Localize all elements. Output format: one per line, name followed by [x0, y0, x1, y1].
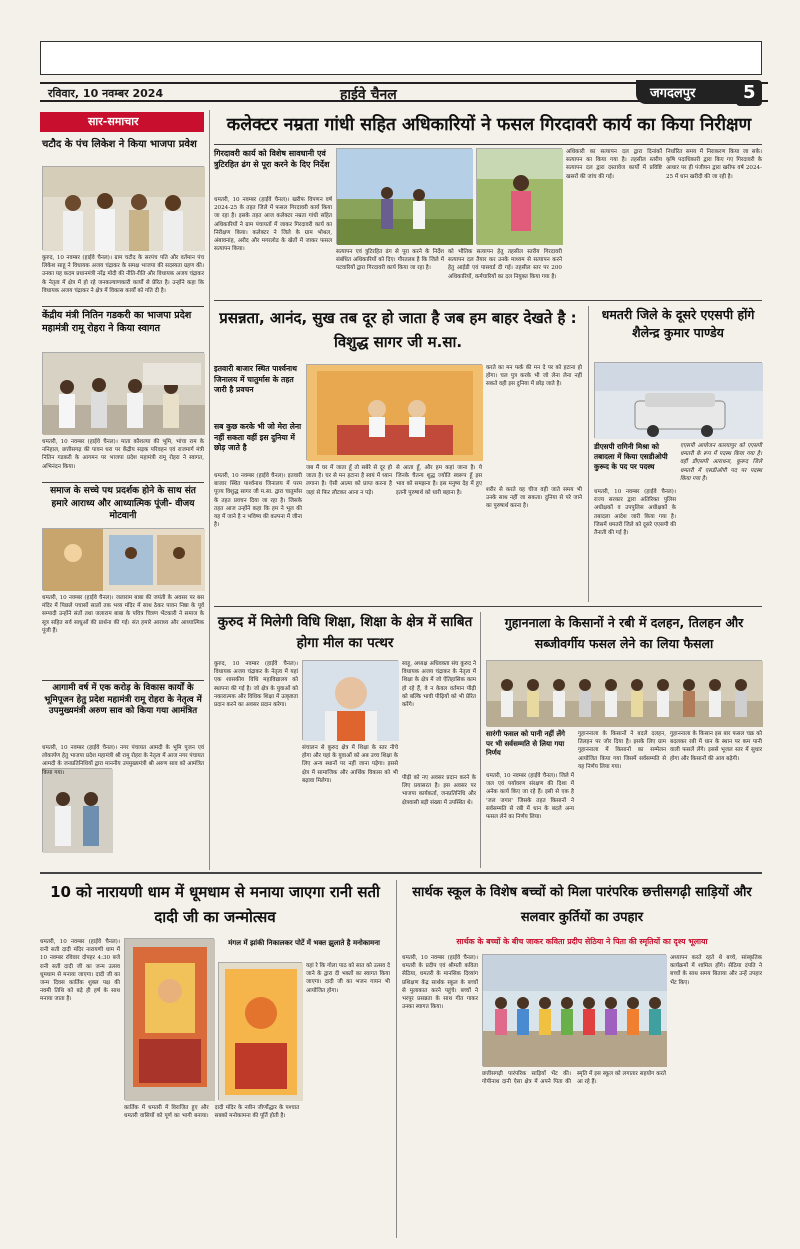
story5-photo	[486, 660, 762, 726]
collector-in-field-photo-image	[477, 149, 563, 245]
story2-body-col5: शरीर से करते वह चीज वही जाते समय भी उनके साथ नहीं जा सकता। दुनिया से परे जाने का पुरुषार्थ करना है।	[486, 487, 582, 510]
sidebar-story1-headline: चटौद के पंच लिकेश ने किया भाजपा प्रवेश	[42, 139, 197, 150]
sidebar-story2-body: धमतरी, 10 नवम्बर (हाईवे चैनल)। माता कौशल्या की भूमि, भांचा राम के ननिहाल, छत्तीसगढ़ की पावन धरा पर केंद्रीय सड़क परिवहन एवं राजमार्ग मंत्री नितिन गडकरी के आगमन पर भाजपा प्रदेश महामंत्री रामू रोहरा ने स्वागत, अभिनंदन किया।	[42, 439, 204, 470]
story7-strap	[402, 934, 762, 950]
story2-subheadline-2: सब कुछ करके भी जो मेरा लेना नहीं सकता वहीं इस दुनिया में छोड़ जाते है	[214, 422, 302, 452]
sidebar-story4-headline: आगामी वर्ष में एक करोड़ के विकास कार्यों के भूमिपूजन हेतु प्रदेश महामंत्री रामू रोहरा के नेतृत्व में उपमुख्यमंत्री अरुण साव को किया गया आमंत्रित	[44, 683, 202, 716]
column-divider	[480, 612, 481, 868]
masthead-paper: हाईवे चैनल	[340, 87, 397, 103]
masthead-date: रविवार, 10 नवम्बर 2024	[48, 87, 164, 100]
lead-body-col2: सत्यापन एवं त्रुटिरहित ढंग से पूरा करने के निर्देश संबंधित अधिकारियों को दिए। गौरतलब है कि जिले में पटवारियों द्वारा गिरदावरी कार्य किया जा रहा है।	[336, 249, 444, 272]
story5-headline: गुहाननाला के किसानों ने रबी में दलहन, तिलहन और सब्जीवर्गीय फसल लेने का लिया फैसला	[504, 615, 744, 651]
temple-decoration-photo-image	[219, 963, 303, 1101]
mla-portrait-image	[303, 661, 399, 741]
masthead-page-number	[736, 80, 762, 106]
story6-body-col3: यहां रे कि गोला पाठ को सात को उत्सव दे जाने के द्वारा दी भक्तों का स्वागत किया जाएगा। दादी जी का भजन गायन भी आयोजित होगा।	[306, 963, 390, 994]
lead-photo-1	[336, 148, 472, 244]
sidebar-story2-photo	[42, 352, 204, 434]
story3-headline: धमतरी जिले के दूसरे एएसपी होंगे शैलेन्द्र कुमार पाण्डेय	[601, 307, 755, 340]
story2-subheadline-1: इतवारी बाजार स्थित पार्श्वनाथ जिनालय में चातुर्मास के तहत जारी है प्रवचन	[214, 364, 297, 394]
story4-headline: कुरुद में मिलेगी विधि शिक्षा, शिक्षा के क्षेत्र में साबित होगा मील का पत्थर	[217, 614, 473, 651]
sidebar-story4-photo	[42, 768, 112, 852]
column-divider	[209, 110, 210, 870]
story5-subheadline: सारंगी फसल को पानी नहीं लेंगे पर भी सर्वसम्मति से लिया गया निर्णय	[486, 730, 565, 757]
lead-body-col5: निर्धारित समय में निराकरण किया जा सके। कृषि पदाधिकारी द्वारा किए गए गिरदावरी के आधार पर ही पंजीयन द्वारा खरीफ वर्ष 2024-25 में धान खरीदी की जा रही है।	[666, 149, 762, 180]
sidebar-story3-headline: समाज के सच्चे पथ प्रदर्शक होने के साथ संत हमारे आराध्य और आध्यात्मिक पूंजी- वीजय मोटवानी	[50, 486, 196, 521]
divider	[214, 606, 762, 607]
story7-headline: सार्थक स्कूल के विशेष बच्चों को मिला पारंपरिक छत्तीसगढ़ी साड़ियों और सलवार कुर्तियों का उपहार	[412, 885, 752, 925]
school-children-photo-image	[483, 955, 667, 1067]
temple-event-photo-image	[43, 529, 205, 591]
divider	[42, 680, 204, 681]
story7-body-col1: धमतरी, 10 नवम्बर (हाईवे चैनल)। धमतरी के प्रदीप एवं श्रीमती कविता सेठिया, धमतरी के मानसिक दिव्यांग प्रशिक्षण केंद्र सार्थक स्कूल के बच्चों से मुलाकात करने पहुंचे। बच्चों ने भरपूर प्रसन्नता के साथ गीत गाकर उनका स्वागत किया।	[402, 955, 478, 1011]
story6-photo	[124, 938, 214, 1100]
story2-headline: प्रसन्नता, आनंद, सुख तब दूर हो जाता है जब हम बाहर देखते है : विशुद्ध सागर जी म.सा.	[219, 309, 577, 351]
story5-body-col3: गुहाननाला के किसान इस बार फसल चक्र को बदलकर रबी में धान के स्थान पर कम पानी वाली फसलें लेंगे। इससे भूजल स्तर में सुधार होगा और किसानों की आय बढ़ेगी।	[670, 731, 762, 762]
story4-body-col1: कुरुद, 10 नवम्बर (हाईवे चैनल)। विधायक अजय चंद्राकर के नेतृत्व में यहां एक शासकीय विधि महाविद्यालय को स्थापना की गई है। जो क्षेत्र के युवाओं को नकारात्मक और विधिक शिक्षा में उत्कृष्टता प्रदान करने का अवसर प्रदान करेगा।	[214, 661, 298, 709]
story2-body-col4: करते का मन फर्क की मन दे पर को हटाना हो होगा। चल पुत्र करके भी जो लेना लेना नहीं सकते वही इस दुनिया में छोड़ जाते है।	[486, 365, 582, 388]
story3-photo	[594, 362, 762, 438]
column-divider	[396, 880, 397, 1238]
story4-portrait	[302, 660, 398, 740]
sidebar-story2-headline: केंद्रीय मंत्री नितिन गडकरी का भाजपा प्रदेश महामंत्री रामू रोहरा ने किया स्वागत	[42, 310, 192, 334]
divider	[42, 482, 204, 483]
story2-body-col2: जब मैं घर में जाता हूँ तो सबेरे से दूर हो जाता है। घर से मन हटाना है स्वयं में ध्यान लगाना है। ऐसी आत्मा को प्राप्त करना है जहां से फिर लौटकर आना न पड़े।	[306, 465, 392, 496]
column-divider	[588, 306, 589, 602]
story3-body-col2: एएसपी आयोजन कारयापुर को एएसपी धमतरी के रूप में पदस्थ किया गया है। वहीं डीएसपी आराधना, कुरूद जिले धमतरी में एसडीओपी पद पर पदस्थ किया गया है।	[680, 443, 762, 482]
story4-body-col3: साहू, अध्यक्ष अधिवक्ता संघ कुरुद ने विधायक अजय चंद्राकर के नेतृत्व में शिक्षा के क्षेत्र में जो ऐतिहासिक काम हो रहे हैं, वे न केवल वर्तमान पीढ़ी को बल्कि भावी पीढ़ियों को भी प्रेरित करेंगे।	[402, 661, 476, 709]
sidebar-story1-photo	[42, 166, 204, 250]
lead-body-col1: धमतरी, 10 नवम्बर (हाईवे चैनल)। खरीफ विपणन वर्ष 2024-25 के तहत जिले में फसल गिरदावरी कार्य किया जा रहा है। इसके तहत आज कलेक्टर नम्रता गांधी सहित अधिकारियों ने ग्राम पंचायतों में जाकर गिरदावरी कार्य का निरीक्षण किया। कलेक्टर ने जिले के ग्राम भोथल, अंबावनांह, अरौद और मगरलोड के खेतों में जाकर फसल सत्यापन किया।	[214, 197, 332, 253]
story7-body-col3: अध्यापन करते रहते थे बच्चे, सांस्कृतिक कार्यक्रमों में शामिल होंगे। सेठिया दंपति ने बच्चों के साथ समय बिताया और उन्हें उपहार भेंट किए।	[670, 955, 762, 986]
sidebar-story4-body: धमतरी, 10 नवम्बर (हाईवे चैनल)। नगर पंचायत आमदी के भूमि पूजन एवं लोकार्पण हेतु भाजपा प्रदेश महामंत्री श्री रामू रोहरा के नेतृत्व में आज नगर पंचायत आमदी के जनप्रतिनिधियों द्वारा माननीय उपमुख्यमंत्री श्री अरुण साव को आमंत्रित किया गया।	[42, 745, 204, 776]
story6-subheadline: मंगल में झांकी निकालकर पोर्टे में भक्त झुलाते है मनोकामना	[228, 939, 380, 947]
story6-photo-2	[218, 962, 302, 1100]
group-photo-image	[43, 167, 205, 251]
officer-photo-image	[595, 363, 763, 439]
farmers-meeting-photo-image	[487, 661, 763, 727]
divider	[214, 144, 762, 145]
lead-headline: कलेक्टर नम्रता गांधी सहित अधिकारियों ने फसल गिरदावरी कार्य का किया निरीक्षण	[226, 115, 752, 135]
sidebar-story3-photo	[42, 528, 204, 590]
sidebar-story3-body: धमतरी, 10 नवम्बर (हाईवे चैनल)। जलाराम बाबा की जयंती के अवसर पर बस मंदिर में पिछले पचासों सालों तक भव्य मंदिर में साथ ठेकर पावन निष्ठा के पूर्व सम्पादी उन्होंने संतों तथा जलाराम बाबा के पवित्र चित्रण भेंटकारी ने समाज के सूत्र सहित सर्व साधुओं की प्रार्थना की गई। संत हमारे आराध्य और आध्यात्मिक पूंजी हैं।	[42, 595, 204, 634]
story2-body-col3: से आता हूँ, और हम कहां जाना है। ये जिनके चैतन्य शुद्ध ज्योति स्वरूप हूँ इस भाव को समझना है। इस मनुष्य देह में हुए इतनी पुरुषार्थ को धारी बहाना है।	[396, 465, 482, 496]
lead-photo-2	[476, 148, 562, 244]
divider	[40, 872, 762, 874]
page-number: 5	[743, 82, 756, 103]
story6-body-col2: कार्तिक में धमतरी में विराजित हुए और धमतरी वासियों को पूर्ण का भागी बनाया। दादी मंदिर के नवीन जीर्णोद्धार के पश्चात सबको मनोकामना की पूर्ति होती है।	[124, 1105, 300, 1120]
story7-photo	[482, 954, 666, 1066]
field-inspection-photo-image	[337, 149, 473, 245]
sidebar-label-text: सार-समाचार	[88, 115, 139, 128]
blank-ad-strip	[40, 41, 762, 75]
story4-body-col2: संचालन से कुरुद क्षेत्र में शिक्षा के स्तर नीचे होगा और यहां के युवाओं को अब उच्च शिक्षा के लिए अन्य स्थानों पर नहीं जाना पड़ेगा। इससे क्षेत्र में सामाजिक और आर्थिक विकास को भी बढ़ावा मिलेगा।	[302, 745, 398, 784]
meeting-photo-image	[43, 769, 113, 853]
story3-body-col1: धमतरी, 10 नवम्बर (हाईवे चैनल)। राज्य सरकार द्वारा अतिरिक्त पुलिस अधीक्षकों व उपपुलिस अधीक्षकों के तबादला आदेश जारी किया गया है। जिसमें धमतरी जिले को दूसरे एएसपी की तैनाती की गई है।	[594, 489, 676, 537]
story6-body-col1: धमतरी, 10 नवम्बर (हाईवे चैनल)। रानी सती दादी मंदिर नारायणी धाम में 10 नवम्बर रविवार दोपहर 4:30 बजे रानी सती दादी जी का जन्म उत्सव धूमधाम से मनाया जाएगा। दादी जी का जन्म दिवस कार्तिक शुक्ल पक्ष की नवमी तिथि को बड़े ही हर्ष के साथ मनाया जाता है।	[40, 939, 120, 1003]
lead-subheadline: गिरदावरी कार्य को विशेष सावधानी एवं त्रुटिरहित ढंग से पूरा करने के दिए निर्देश	[214, 149, 330, 169]
lead-body-col4: अधिकारी का सत्यापन दल द्वारा दिनांकों सत्यापन का किया गया है। तहसील स्तरीय सत्यापन दल द्वारा दस्तावेज कार्यों में प्रविष्टि खसरों की जांच की गई।	[566, 149, 662, 180]
story7-strap-text: सार्थक के बच्चों के बीच जाकर कविता प्रदीप सेठिया ने पिता की स्मृतियों का दृश्य भूलाया	[456, 937, 708, 946]
temple-deity-photo-image	[125, 939, 215, 1101]
story2-photo	[306, 364, 482, 460]
sidebar-label	[40, 112, 204, 132]
story6-headline: 10 को नारायणी धाम में धूमधाम से मनाया जाएगा रानी सती दादी जी का जन्मोत्सव	[50, 883, 380, 926]
story2-body-col1: धमतरी, 10 नवम्बर (हाईवे चैनल)। इतवारी बाजार स्थित पार्श्वनाथ जिनालय में परम पूज्य विशुद्ध सागर जी म.सा. द्वारा चातुर्मास के तहत प्रवचन दिया जा रहा है। जिसके तहत आज उन्होंने कहा कि हम ने भूल की यह में जाने है न भविष्य की कल्पना में जीना है।	[214, 473, 302, 529]
story5-body-col2: गुहाननाला के किसानों ने बदले दलहन, तिलहन पर जोर दिया है। इसके लिए ग्राम गुहाननाला में किसानों का सम्मेलन आयोजित किया गया जिसमें सर्वसम्मति से यह निर्णय लिया गया।	[578, 731, 666, 770]
story4-body-col4: पीढ़ी को नए अवसर प्रदान करने के लिए प्रयासरत है। इस अवसर पर भाजपा कार्यकर्ता, जनप्रतिनिधि और क्षेत्रवासी बड़ी संख्या में उपस्थित थे।	[402, 775, 476, 806]
sidebar-story1-body: कुरुद, 10 नवम्बर (हाईवे चैनल)। ग्राम चटौद के सरपंच पति और वर्तमान पंच लिकेश साहू ने विधायक अजय चंद्राकर के समक्ष भाजपा की सदस्यता ग्रहण की। उनका यह कदम प्रधानमंत्री नरेंद्र मोदी की नीति-रीति और विधायक अजय चंद्राकर के नेतृत्व में क्षेत्र में हो रहे जनकल्याणकारी कार्यों से प्रेरित है। उन्होंने कहा कि विधायक अजय चंद्राकर ने क्षेत्र में विकास कार्यों को गति दी है।	[42, 255, 204, 294]
lead-body-col3: को भौतिक सत्यापन हेतु तहसील स्तरीय गिरदावरी सत्यापन दल तैयार कर उनके माध्यम से सत्यापन करने हेतु आईडी एवं पासवर्ड दी गई। तहसील स्तर पर 200 अधिकारियों, कर्मचारियों का दल नियुक्त किया गया है।	[448, 249, 562, 280]
story3-subheadline: डीएसपी रागिनी मिश्रा को तबादला में किया एसडीओपी कुरूद के पद पर पदस्थ	[594, 442, 668, 471]
story5-body-col1: धमतरी, 10 नवम्बर (हाईवे चैनल)। जिले में जल एवं पर्यावरण संरक्षण की दिशा में अनेक कार्य किए जा रहे हैं। इसी से एक है 'जल जगार' जिसके तहत किसानों ने सर्वसम्मति से रबी में धान के बदले अन्य फसल लेने का निर्णय लिया।	[486, 773, 574, 821]
sidebar-story4-body-cont	[116, 770, 204, 866]
divider	[214, 300, 762, 301]
story7-body-col2: छत्तीसगढ़ी पारंपरिक साड़ियाँ भेंट की। गोपीनाथ दानी ऐसा क्षेत्र में अपने पिता की स्मृति में इस स्कूल को लगातार सहयोग करते आ रहे हैं।	[482, 1071, 666, 1086]
saint-discourse-photo-image	[307, 365, 483, 461]
divider	[42, 306, 204, 307]
masthead-city: जगदलपुर	[650, 86, 696, 101]
reception-photo-image	[43, 353, 205, 435]
